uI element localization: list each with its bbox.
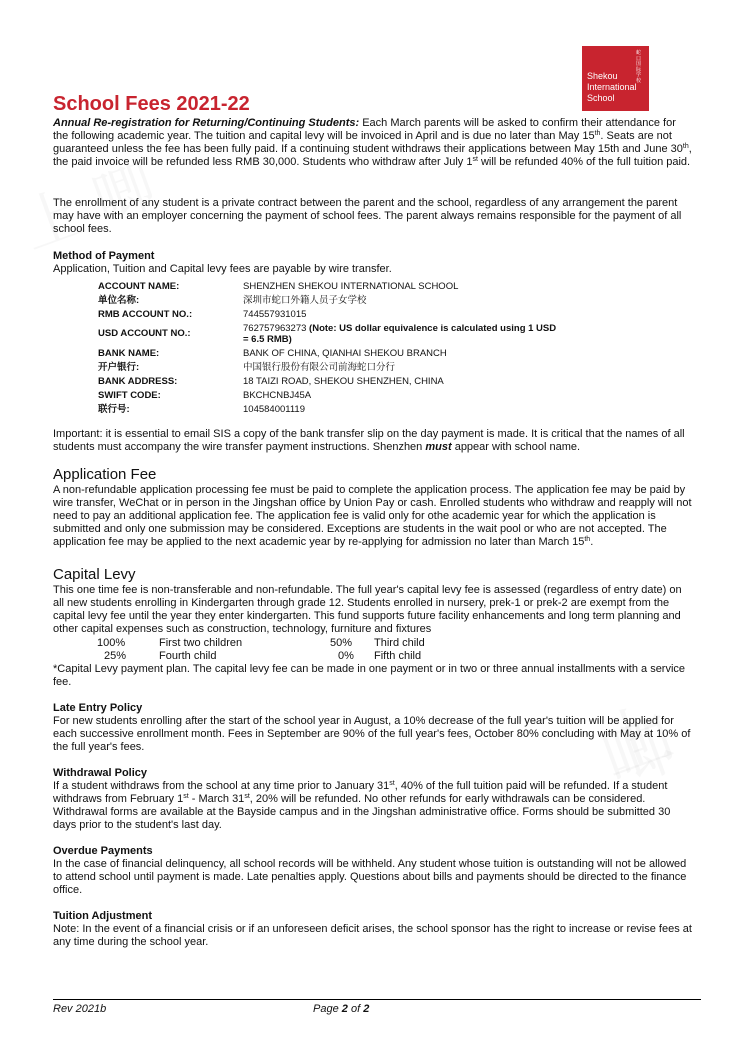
application-fee-heading: Application Fee bbox=[53, 466, 157, 483]
payment-intro: Application, Tuition and Capital levy fees are payable by wire transfer. bbox=[53, 263, 392, 275]
application-fee-paragraph: A non-refundable application processing fee must be paid to complete the application process. The application fee may be paid by wire transfer, WeChat or in person in the Jingshan office by Union Pay or cash. Enrolled students who withdraw and reapply will not need to pay an additional application fee. The application fee is valid only for othe academic year for which the application is submitted and only one submission may be considered. Exceptions are students in the wait pool or who are not accepted. The application fee may be applied to the next academic year by re-applying for admission no later than March 15th. bbox=[53, 484, 692, 548]
footer-divider bbox=[53, 999, 701, 1000]
school-logo bbox=[582, 46, 649, 111]
table-row: 25% Fourth child 0% Fifth child bbox=[104, 650, 422, 662]
capital-levy-paragraph: This one time fee is non-transferable and non-refundable. The full year's capital levy fee is assessed (regardless of entry date) on all new students enrolling in Kindergarten through grade 12. Students enrolled in nursery, prek-1 or prek-2 are exempt from the capital levy fee until the year they enter kindergarten. This fund supports future facility enhancements and long term planning and other capital expenses such as construction, technology, furniture and fixtures bbox=[53, 584, 682, 635]
page-title: School Fees 2021-22 bbox=[53, 93, 250, 115]
overdue-paragraph: In the case of financial delinquency, all school records will be withheld. Any student whose tuition is outstanding will not be allowed to attend school until payment is made. Late penalties apply. Questions about bills and payments should be directed to the finance office. bbox=[53, 858, 687, 896]
capital-levy-heading: Capital Levy bbox=[53, 566, 136, 583]
reregistration-paragraph: Annual Re-registration for Returning/Continuing Students: Each March parents will be asked to confirm their attendance for the following academic year. The tuition and capital levy will be invoiced in April and is due no later than May 15th. Seats are not guaranteed unless the fee has been fully paid. If a continuing student withdraws their applications between May 15th and June 30th, the paid invoice will be refunded less RMB 30,000. Students who withdraw after July 1st will be refunded 40% of the full tuition paid. bbox=[53, 117, 692, 168]
revision-label: Rev 2021b bbox=[53, 1003, 107, 1015]
capital-levy-table bbox=[97, 637, 425, 663]
late-entry-paragraph: For new students enrolling after the start of the school year in August, a 10% decrease of the full year's tuition will be applied for each successive enrollment month. Fees in September are 90% of the full year's fees, October 80% concluding with May at 10% of the full year's fees. bbox=[53, 715, 691, 753]
overdue-heading: Overdue Payments bbox=[53, 845, 153, 857]
logo-chinese: 蛇口国际学校 bbox=[635, 50, 641, 84]
late-entry-heading: Late Entry Policy bbox=[53, 702, 143, 714]
important-note: Important: it is essential to email SIS a copy of the bank transfer slip on the day payment is made. It is critical that the names of all students must accompany the wire transfer payment instructions. Shenzhen must appear with school name. bbox=[53, 428, 685, 453]
table-row: 100% First two children 50% Third child bbox=[97, 637, 425, 649]
enrollment-paragraph: The enrollment of any student is a private contract between the parent and the school, regardless of any arrangement the parent may have with an employer concerning the payment of school fees. The parent always remains responsible for the payment of all school fees. bbox=[53, 197, 682, 235]
table-row: SWIFT CODE: BKCHCNBJ45A bbox=[98, 389, 312, 401]
withdrawal-heading: Withdrawal Policy bbox=[53, 767, 148, 779]
table-row: 单位名称: 深圳市蛇口外籍人员子女学校 bbox=[98, 294, 367, 306]
table-row: BANK NAME: BANK OF CHINA, QIANHAI SHEKOU BRANCH bbox=[98, 347, 447, 359]
table-row: BANK ADDRESS: 18 TAIZI ROAD, SHEKOU SHENZHEN, CHINA bbox=[98, 375, 444, 387]
levy-payment-plan: *Capital Levy payment plan. The capital levy fee can be made in one payment or in two or three annual installments with a service fee. bbox=[53, 663, 686, 688]
tuition-adjustment-paragraph: Note: In the event of a financial crisis or if an unforeseen deficit arises, the school sponsor has the right to increase or revise fees at any time during the school year. bbox=[53, 923, 692, 948]
table-row: RMB ACCOUNT NO.: 744557931015 bbox=[98, 308, 307, 320]
table-row: 开户银行: 中国银行股份有限公司前海蛇口分行 bbox=[98, 361, 396, 373]
table-row: 联行号: 104584001119 bbox=[98, 403, 305, 415]
logo-english: Shekou International School bbox=[587, 71, 637, 103]
table-row: ACCOUNT NAME: SHENZHEN SHEKOU INTERNATIONAL SCHOOL bbox=[98, 280, 459, 292]
bank-details-table bbox=[98, 279, 563, 416]
payment-heading: Method of Payment bbox=[53, 250, 155, 262]
tuition-adjustment-heading: Tuition Adjustment bbox=[53, 910, 152, 922]
table-row: USD ACCOUNT NO.: 762757963273 (Note: US dollar equivalence is calculated using 1 USD = 6.5 RMB) bbox=[98, 322, 557, 345]
withdrawal-paragraph: If a student withdraws from the school at any time prior to January 31st, 40% of the full tuition paid will be refunded. If a student withdraws from February 1st - March 31st, 20% will be refunded. No other refunds for early withdrawals can be considered. Withdrawal forms are available at the Bayside campus and in the Jingshan administrative office. Forms should be submitted 30 days prior to the student's last day. bbox=[53, 780, 671, 831]
page-number: Page 2 of 2 bbox=[313, 1003, 370, 1015]
